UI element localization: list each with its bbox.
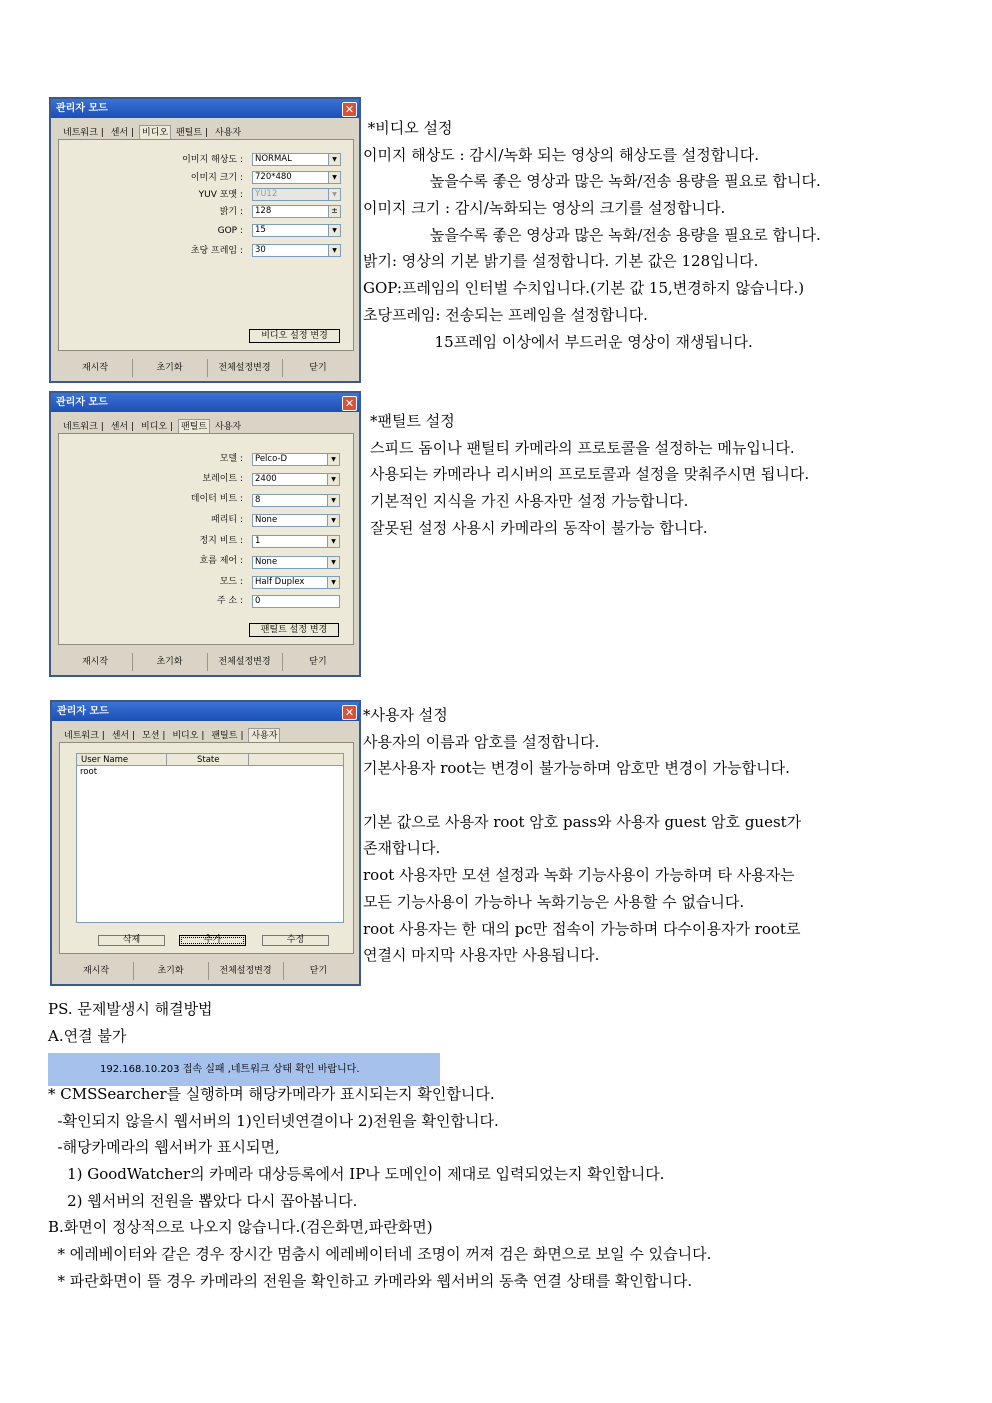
field-label: 보레이트 :: [202, 474, 243, 484]
pantilt-panel: [58, 433, 354, 645]
dialog-title: 관리자 모드: [51, 99, 359, 118]
size-select[interactable]: [252, 171, 341, 184]
tab-bar: [61, 125, 243, 139]
user-panel: [59, 742, 354, 954]
field-databits: [59, 492, 243, 506]
text-line: 초당프레임: 전송되는 프레임을 설정합니다.: [363, 305, 648, 324]
user-settings-dialog: [50, 700, 361, 986]
close-icon[interactable]: ✕: [342, 102, 357, 117]
bottom-button-bar: [59, 962, 354, 981]
field-value: 30: [255, 245, 266, 255]
chevron-down-icon: ▼: [328, 154, 340, 165]
model-select[interactable]: [252, 453, 340, 466]
init-button[interactable]: 초기화: [133, 962, 209, 980]
tab-motion[interactable]: 모션 |: [140, 729, 167, 743]
field-mode: [59, 575, 243, 589]
field-value: YU12: [255, 189, 278, 199]
field-gop: [59, 224, 243, 238]
section-a-title: A.연결 불가: [48, 1026, 127, 1045]
field-label: 패리티 :: [211, 515, 243, 525]
text-line: 기본사용자 root는 변경이 불가능하며 암호만 변경이 가능합니다.: [363, 759, 790, 778]
chevron-down-icon: ▼: [327, 557, 339, 568]
mode-select[interactable]: [252, 576, 340, 589]
field-model: [59, 452, 243, 466]
close-button[interactable]: 닫기: [309, 966, 328, 976]
text-line: GOP:프레임의 인터벌 수치입니다.(기본 값 15,변경하지 않습니다.): [363, 279, 805, 298]
ps-title: PS. 문제발생시 해결방법: [48, 1000, 213, 1018]
field-value: 1: [255, 536, 261, 546]
fps-select[interactable]: [252, 244, 341, 257]
close-icon[interactable]: ✕: [342, 705, 357, 720]
column-header-empty: [249, 754, 343, 766]
field-value: 2400: [255, 474, 277, 484]
field-label: GOP :: [217, 226, 243, 236]
text-line: 기본적인 지식을 가진 사용자만 설정 가능합니다.: [370, 492, 689, 511]
video-description: [363, 115, 821, 355]
tab-user[interactable]: 사용자: [215, 128, 242, 138]
field-value: Half Duplex: [255, 577, 305, 587]
tab-network[interactable]: 네트워크 |: [61, 126, 106, 140]
text-line: root 사용자는 한 대의 pc만 접속이 가능하며 다수이용자가 root로: [363, 919, 801, 938]
text-line: * 에레베이터와 같은 경우 장시간 멈춤시 에레베이터네 조명이 꺼져 검은 화면으로 보일 수 있습니다.: [48, 1245, 712, 1264]
video-settings-dialog: [49, 97, 361, 383]
field-label: 이미지 크기 :: [190, 173, 243, 183]
field-value: 720*480: [255, 172, 292, 182]
tab-pantilt[interactable]: 팬틸트 |: [174, 126, 210, 140]
delete-button[interactable]: 삭제: [98, 935, 165, 946]
chevron-down-icon: ▼: [327, 474, 339, 485]
column-header-user[interactable]: User Name: [77, 754, 167, 766]
text-line: 15프레임 이상에서 부드러운 영상이 재생됩니다.: [363, 332, 753, 351]
text-line: 높을수록 좋은 영상과 많은 녹화/전송 용량을 필요로 합니다.: [363, 172, 821, 191]
column-header-state[interactable]: State: [167, 754, 249, 766]
tab-video[interactable]: 비디오 |: [139, 420, 175, 434]
chevron-down-icon: ▼: [327, 454, 339, 465]
pantilt-apply-button[interactable]: 팬틸트 설정 변경: [249, 623, 339, 637]
tab-sensor[interactable]: 센서 |: [109, 420, 136, 434]
field-yuv: [59, 188, 243, 202]
close-button[interactable]: 닫기: [309, 657, 327, 667]
field-stopbits: [59, 534, 243, 548]
field-label: 주 소 :: [216, 596, 243, 606]
text-line: [363, 782, 801, 809]
text-line: 모든 기능사용이 가능하나 녹화기능은 사용할 수 없습니다.: [363, 892, 745, 911]
list-item[interactable]: root: [80, 767, 98, 777]
init-button[interactable]: 초기화: [132, 653, 208, 671]
baudrate-select[interactable]: [252, 473, 340, 486]
parity-select[interactable]: [252, 514, 340, 527]
bottom-button-bar: [58, 359, 354, 378]
text-line: -확인되지 않을시 웹서버의 1)인터넷연결이나 2)전원을 확인합니다.: [48, 1111, 499, 1130]
dialog-title: 관리자 모드: [51, 393, 359, 412]
field-value: 8: [255, 495, 261, 505]
field-flowcontrol: [59, 554, 243, 568]
text-line: 1) GoodWatcher의 카메라 대상등록에서 IP나 도메인이 제대로 입력되었는지 확인합니다.: [48, 1165, 665, 1184]
edit-button[interactable]: 수정: [262, 935, 329, 946]
field-label: 정지 비트 :: [199, 536, 243, 546]
text-line: 사용자의 이름과 암호를 설정합니다.: [363, 732, 600, 751]
field-baudrate: [59, 472, 243, 486]
flowcontrol-select[interactable]: [252, 556, 340, 569]
ps-section-top: [48, 996, 213, 1049]
field-label: YUV 포맷 :: [198, 190, 243, 200]
video-panel: [58, 139, 354, 351]
tab-sensor[interactable]: 센서 |: [109, 126, 136, 140]
init-button[interactable]: 초기화: [132, 359, 208, 377]
field-label: 모델 :: [219, 454, 243, 464]
field-value: None: [255, 557, 278, 567]
video-apply-button[interactable]: 비디오 설정 변경: [249, 329, 340, 343]
chevron-down-icon: ▼: [328, 225, 340, 236]
apply-all-button[interactable]: 전체설정변경: [207, 653, 283, 671]
field-size: [59, 171, 243, 185]
text-line: 2) 웹서버의 전원을 뽑았다 다시 꼽아봅니다.: [48, 1191, 358, 1210]
stopbits-select[interactable]: [252, 535, 340, 548]
text-line: 연결시 마지막 사용자만 사용됩니다.: [363, 946, 600, 965]
tab-bar: [62, 728, 280, 742]
field-resolution: [59, 153, 243, 167]
address-input[interactable]: [252, 595, 340, 608]
yuv-select[interactable]: [252, 188, 341, 201]
text-line: *비디오 설정: [363, 119, 453, 137]
field-address: [59, 594, 243, 608]
tab-network[interactable]: 네트워크 |: [61, 420, 106, 434]
chevron-down-icon: ▼: [327, 577, 339, 588]
text-line: * CMSSearcher를 실행하며 해당카메라가 표시되는지 확인합니다.: [48, 1085, 495, 1103]
text-line: 사용되는 카메라나 리시버의 프로토콜과 설정을 맞춰주시면 됩니다.: [370, 465, 810, 484]
pantilt-description: [370, 408, 809, 541]
field-label: 모드 :: [219, 577, 243, 587]
dialog-title: 관리자 모드: [52, 702, 359, 721]
restart-button[interactable]: 재시작: [59, 962, 134, 980]
tab-user[interactable]: 사용자: [215, 422, 242, 432]
ps-section-bottom: [48, 1081, 711, 1295]
text-line: *팬틸트 설정: [370, 412, 455, 430]
field-label: 흐름 제어 :: [199, 556, 243, 566]
gop-select[interactable]: [252, 224, 341, 237]
pantilt-settings-dialog: [49, 391, 361, 677]
text-line: 존재합니다.: [363, 839, 441, 858]
chevron-down-icon: ▼: [327, 515, 339, 526]
field-value: 0: [255, 596, 261, 606]
chevron-down-icon: ▼: [327, 536, 339, 547]
text-line: 이미지 크기 : 감시/녹화되는 영상의 크기를 설정합니다.: [363, 199, 726, 218]
field-parity: [59, 513, 243, 527]
add-button[interactable]: 추가: [179, 935, 246, 946]
restart-button[interactable]: 재시작: [58, 653, 133, 671]
chevron-down-icon: ▼: [328, 172, 340, 183]
text-line: 기본 값으로 사용자 root 암호 pass와 사용자 guest 암호 guest가: [363, 812, 802, 831]
apply-all-button[interactable]: 전체설정변경: [208, 962, 284, 980]
bottom-button-bar: [58, 653, 354, 672]
tab-user[interactable]: 사용자: [248, 728, 280, 743]
section-b-title: B.화면이 정상적으로 나오지 않습니다.(검은화면,파란화면): [48, 1218, 433, 1237]
text-line: * 파란화면이 뜰 경우 카메라의 전원을 확인하고 카메라와 웹서버의 동축 연결 상태를 확인합니다.: [48, 1271, 693, 1290]
tab-pantilt[interactable]: 팬틸트 |: [209, 729, 245, 743]
chevron-down-icon: ▼: [328, 189, 340, 200]
user-description: [363, 702, 801, 969]
close-button[interactable]: 닫기: [309, 363, 327, 373]
restart-button[interactable]: 재시작: [58, 359, 133, 377]
field-brightness: [59, 205, 243, 219]
brightness-spinner[interactable]: [252, 205, 341, 218]
field-label: 밝기 :: [219, 207, 243, 217]
chevron-down-icon: ▼: [327, 495, 339, 506]
tab-network[interactable]: 네트워크 |: [62, 729, 107, 743]
field-value: None: [255, 515, 278, 525]
tab-pantilt[interactable]: 팬틸트: [178, 419, 210, 434]
text-line: -해당카메라의 웹서버가 표시되면,: [48, 1138, 280, 1157]
field-fps: [59, 244, 243, 258]
apply-all-button[interactable]: 전체설정변경: [207, 359, 283, 377]
tab-video[interactable]: 비디오 |: [170, 729, 206, 743]
text-line: root 사용자만 모션 설정과 녹화 기능사용이 가능하며 타 사용자는: [363, 866, 795, 885]
tab-video[interactable]: 비디오: [139, 125, 171, 140]
text-line: *사용자 설정: [363, 706, 448, 724]
spinner-icon[interactable]: ±: [328, 206, 340, 217]
text-line: 높을수록 좋은 영상과 많은 녹화/전송 용량을 필요로 합니다.: [363, 225, 821, 244]
field-value: Pelco-D: [255, 454, 288, 464]
tab-bar: [61, 419, 243, 433]
close-icon[interactable]: ✕: [342, 396, 357, 411]
text-line: 이미지 해상도 : 감시/녹화 되는 영상의 해상도를 설정합니다.: [363, 145, 760, 164]
chevron-down-icon: ▼: [328, 245, 340, 256]
error-banner: 192.168.10.203 접속 실패 ,네트워크 상태 확인 바랍니다.: [48, 1053, 440, 1086]
databits-select[interactable]: [252, 494, 340, 507]
field-label: 이미지 해상도 :: [182, 155, 243, 165]
field-value: 128: [255, 206, 272, 216]
user-list[interactable]: [76, 753, 344, 923]
field-value: NORMAL: [255, 154, 292, 164]
text-line: 밝기: 영상의 기본 밝기를 설정합니다. 기본 값은 128입니다.: [363, 252, 759, 271]
field-label: 데이터 비트 :: [190, 494, 243, 504]
resolution-select[interactable]: [252, 153, 341, 166]
field-value: 15: [255, 225, 266, 235]
text-line: 스피드 돔이나 팬틸티 카메라의 프로토콜을 설정하는 메뉴입니다.: [370, 438, 795, 457]
tab-sensor[interactable]: 센서 |: [110, 729, 137, 743]
text-line: 잘못된 설정 사용시 카메라의 동작이 불가능 합니다.: [370, 518, 708, 537]
field-label: 초당 프레임 :: [190, 246, 243, 256]
